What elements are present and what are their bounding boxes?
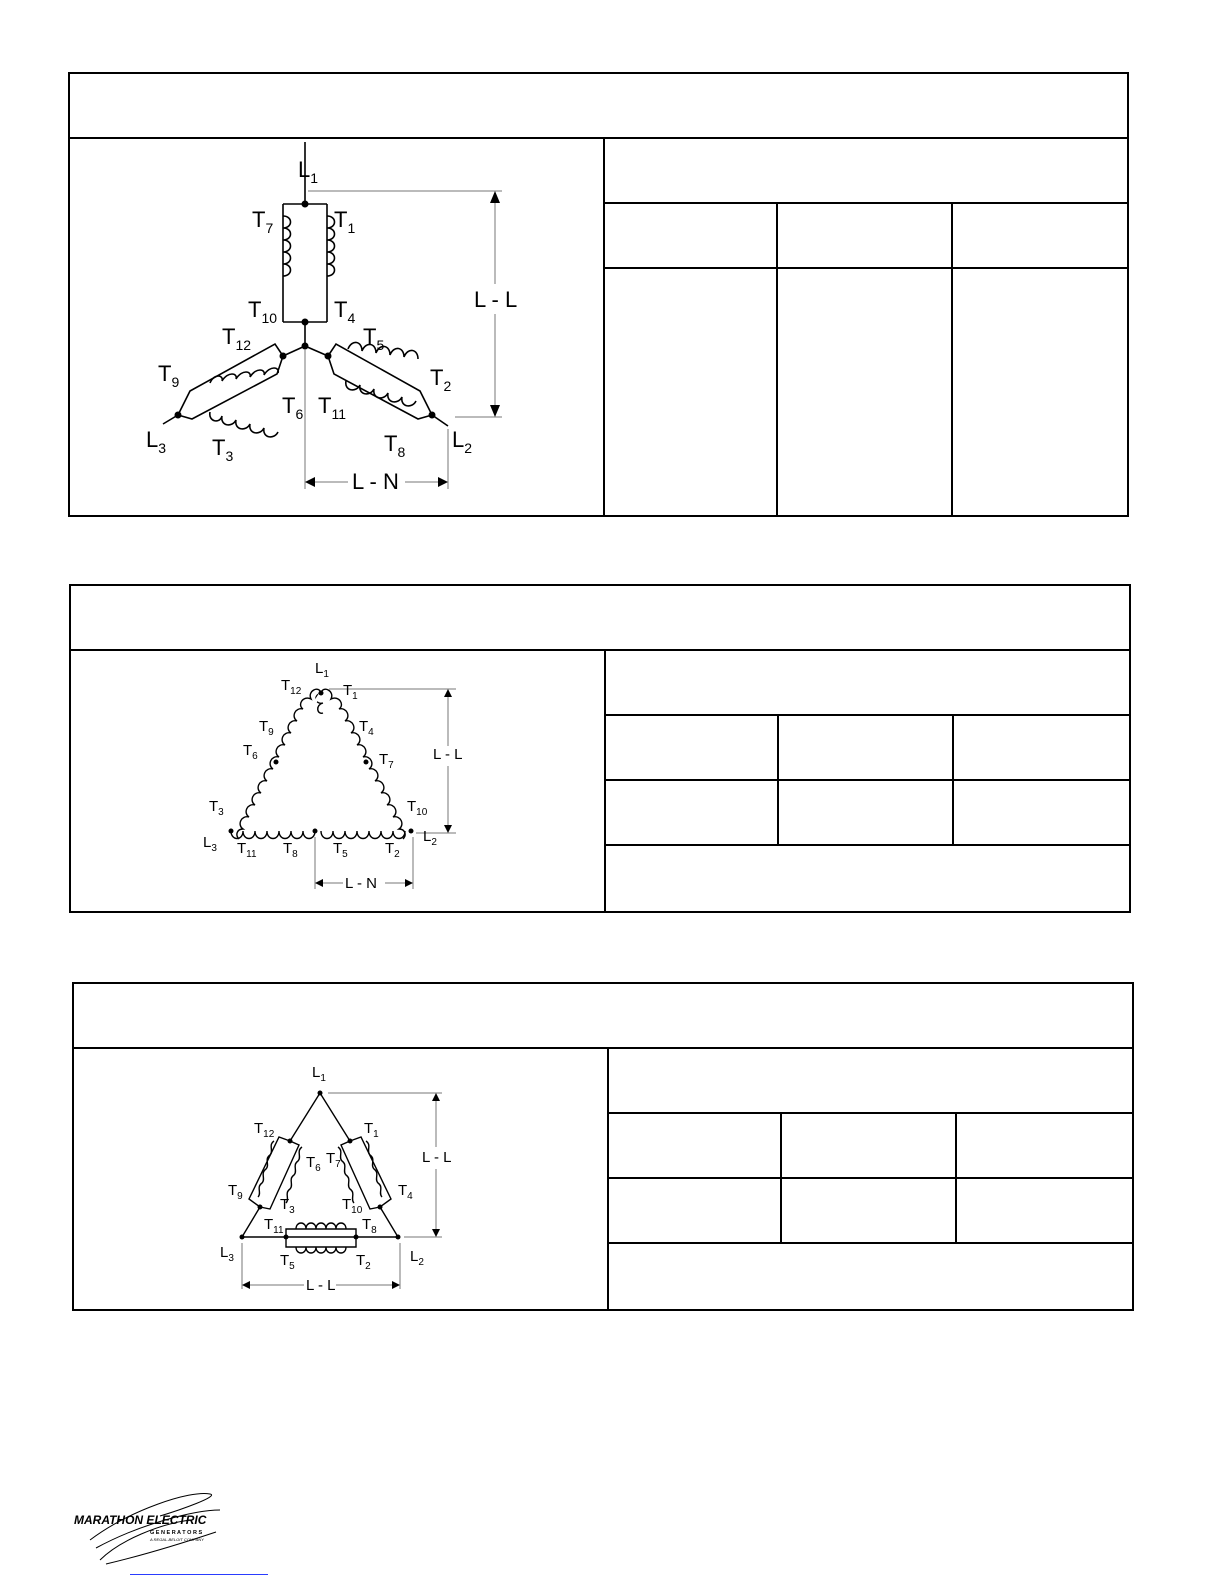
ddelta-label-t8: T (362, 1216, 372, 1233)
svg-text:T2: $T_2$ (430, 365, 452, 394)
ddelta-label-t6: T (306, 1154, 316, 1171)
wye-label-ll: L - L (474, 287, 518, 312)
ddelta-label-t5: T (280, 1252, 290, 1269)
ddelta-label-t10: T (342, 1196, 352, 1213)
svg-text:T9: $T_9$ (228, 1182, 243, 1202)
ddelta-label-t7: T (326, 1150, 336, 1167)
svg-text:T6: $T_6$ (306, 1154, 321, 1174)
delta-label-l1: L (315, 660, 324, 677)
double-delta-connection-panel (72, 982, 1134, 1311)
svg-text:T10: $T_{10}$ (407, 798, 428, 818)
svg-text:T3: $T_3$ (212, 435, 234, 464)
wye-label-t10: T (248, 297, 262, 322)
svg-text:L3: $L_3$ (146, 427, 167, 456)
delta-table-footer-row (604, 846, 1129, 911)
wye-label-t4: T (334, 297, 348, 322)
svg-text:T4: $T_4$ (334, 297, 356, 326)
ddelta-label-t9: T (228, 1182, 238, 1199)
ddelta-label-ll-vertical: L - L (422, 1149, 452, 1166)
ddelta-col-2 (782, 1114, 957, 1177)
ddelta-label-t1: T (364, 1120, 374, 1137)
delta-voltage-table (604, 651, 1129, 911)
logo-sub-text: G E N E R A T O R S (150, 1530, 203, 1536)
double-delta-schematic (74, 1049, 607, 1309)
delta-label-l3: L (203, 834, 212, 851)
delta-val-col-3 (954, 781, 1129, 844)
double-delta-voltage-table (607, 1049, 1132, 1309)
svg-text:T4: $T_4$ (398, 1182, 413, 1202)
svg-text:L2: $L_2$ (452, 427, 473, 456)
delta-label-l2: L (423, 828, 432, 845)
svg-text:T1: $T_1$ (343, 682, 358, 702)
ddelta-label-t2: T (356, 1252, 366, 1269)
delta-table-title-row (604, 651, 1129, 716)
wye-col-1 (603, 204, 778, 267)
delta-label-t12: T (281, 677, 291, 694)
svg-text:T5: $T_5$ (363, 324, 385, 353)
delta-label-ll: L - L (433, 746, 463, 763)
wye-col-3 (953, 204, 1127, 267)
ddelta-val-col-2 (782, 1179, 957, 1242)
wye-label-t2: T (430, 365, 444, 390)
delta-connection-panel (69, 584, 1131, 913)
double-delta-panel-header (74, 984, 1132, 1049)
svg-text:L1: $L_1$ (315, 660, 329, 680)
delta-val-col-2 (779, 781, 954, 844)
wye-diagram-area (70, 139, 605, 515)
delta-label-t10: T (407, 798, 417, 815)
wye-table-body-row (603, 269, 1127, 515)
wye-label-t12: T (222, 324, 236, 349)
svg-text:L2: $L_2$ (410, 1248, 424, 1268)
ddelta-table-footer-row (607, 1244, 1132, 1309)
svg-text:T9: $T_9$ (158, 361, 180, 390)
ddelta-table-header-row (607, 1114, 1132, 1179)
svg-text:T1: $T_1$ (334, 207, 356, 236)
wye-schematic (70, 139, 603, 515)
wye-body-col-2 (778, 269, 953, 515)
wye-label-t7: T (252, 207, 266, 232)
svg-text:T11: $T_{11}$ (237, 840, 257, 860)
delta-label-t4: T (359, 718, 369, 735)
svg-text:T10: $T_{10}$ (248, 297, 278, 326)
wye-connection-panel (68, 72, 1129, 517)
svg-text:T11: $T_{11}$ (318, 393, 346, 422)
delta-label-t8: T (283, 840, 293, 857)
wye-label-t8: T (384, 431, 398, 456)
svg-text:T12: $T_{12}$ (222, 324, 252, 353)
wye-label-t6: T (282, 393, 296, 418)
svg-text:T8: $T_8$ (384, 431, 406, 460)
wye-panel-header (70, 74, 1127, 139)
svg-text:L2: $L_2$ (423, 828, 437, 848)
ddelta-table-title-row (607, 1049, 1132, 1114)
ddelta-label-t4: T (398, 1182, 408, 1199)
delta-label-t1: T (343, 682, 353, 699)
svg-text:T6: $T_6$ (243, 742, 258, 762)
ddelta-col-1 (607, 1114, 782, 1177)
svg-text:L1: $L_1$ (298, 157, 319, 186)
svg-text:L3: $L_3$ (203, 834, 217, 854)
logo-tag-text: A REGAL-BELOIT COMPANY (150, 1537, 204, 1542)
svg-text:T5: $T_5$ (280, 1252, 295, 1272)
ddelta-col-3 (957, 1114, 1132, 1177)
delta-label-t11: T (237, 840, 247, 857)
wye-table-header-row (603, 204, 1127, 269)
delta-col-3 (954, 716, 1129, 779)
svg-text:T2: $T_2$ (385, 840, 400, 860)
wye-voltage-table (603, 139, 1127, 515)
delta-label-t3: T (209, 798, 219, 815)
wye-body-col-1 (603, 269, 778, 515)
wye-label-ln: L - N (352, 469, 399, 494)
delta-col-2 (779, 716, 954, 779)
svg-text:T4: $T_4$ (359, 718, 374, 738)
logo-brand-text: MARATHON ELECTRIC (74, 1513, 207, 1527)
delta-schematic (71, 651, 604, 911)
ddelta-label-l1: L (312, 1064, 321, 1081)
delta-label-ln: L - N (345, 875, 377, 892)
double-delta-diagram-area (74, 1049, 609, 1309)
wye-table-title-row (603, 139, 1127, 204)
svg-text:T11: $T_{11}$ (264, 1216, 284, 1236)
ddelta-label-t11: T (264, 1216, 274, 1233)
svg-text:T1: $T_1$ (364, 1120, 379, 1140)
wye-label-l3: L (146, 427, 159, 452)
svg-text:T2: $T_2$ (356, 1252, 371, 1272)
svg-text:T8: $T_8$ (283, 840, 298, 860)
wye-body-col-3 (953, 269, 1127, 515)
wye-label-t9: T (158, 361, 172, 386)
svg-text:L3: $L_3$ (220, 1244, 234, 1264)
svg-text:T10: $T_{10}$ (342, 1196, 363, 1216)
wye-col-2 (778, 204, 953, 267)
svg-text:T3: $T_3$ (209, 798, 224, 818)
wye-label-l1: L (298, 157, 311, 182)
delta-val-col-1 (604, 781, 779, 844)
delta-col-1 (604, 716, 779, 779)
ddelta-table-value-row (607, 1179, 1132, 1244)
svg-text:L1: $L_1$ (312, 1064, 326, 1084)
svg-text:T7: $T_7$ (252, 207, 274, 236)
delta-diagram-area (71, 651, 606, 911)
delta-table-value-row (604, 781, 1129, 846)
delta-panel-header (71, 586, 1129, 651)
svg-text:T3: $T_3$ (280, 1196, 295, 1216)
footer-link-underline[interactable] (130, 1574, 268, 1575)
wye-label-t5: T (363, 324, 377, 349)
ddelta-label-ll-horizontal: L - L (306, 1277, 336, 1294)
svg-text:T6: $T_6$ (282, 393, 304, 422)
ddelta-val-col-3 (957, 1179, 1132, 1242)
wye-label-t3: T (212, 435, 226, 460)
svg-text:T12: $T_{12}$ (254, 1120, 275, 1140)
wye-label-t11: T (318, 393, 332, 418)
delta-label-t5: T (333, 840, 343, 857)
svg-text:T7: $T_7$ (326, 1150, 341, 1170)
ddelta-label-t12: T (254, 1120, 264, 1137)
svg-text:T7: $T_7$ (379, 751, 394, 771)
ddelta-val-col-1 (607, 1179, 782, 1242)
marathon-electric-logo (70, 1480, 230, 1570)
delta-label-t2: T (385, 840, 395, 857)
delta-label-t6: T (243, 742, 253, 759)
svg-text:T5: $T_5$ (333, 840, 348, 860)
delta-label-t9: T (259, 718, 269, 735)
wye-label-l2: L (452, 427, 465, 452)
svg-text:T12: $T_{12}$ (281, 677, 302, 697)
delta-label-t7: T (379, 751, 389, 768)
ddelta-label-t3: T (280, 1196, 290, 1213)
wye-label-t1: T (334, 207, 348, 232)
svg-text:T9: $T_9$ (259, 718, 274, 738)
delta-table-header-row (604, 716, 1129, 781)
ddelta-label-l3: L (220, 1244, 229, 1261)
ddelta-label-l2: L (410, 1248, 419, 1265)
svg-text:T8: $T_8$ (362, 1216, 377, 1236)
